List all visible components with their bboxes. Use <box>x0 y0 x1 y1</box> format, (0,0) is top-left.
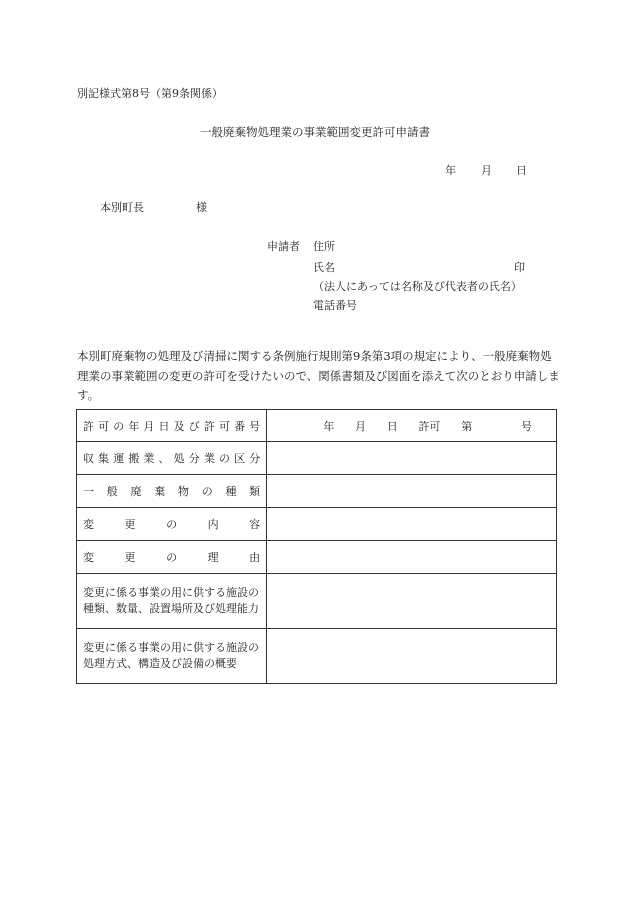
row-label-change-content: 変更の内容 <box>77 508 267 541</box>
document-title: 一般廃棄物処理業の事業範囲変更許可申請書 <box>200 125 430 139</box>
row-value-facility-capacity[interactable] <box>267 574 557 629</box>
row-value-change-reason[interactable] <box>267 541 557 574</box>
permit-go: 号 <box>520 419 532 433</box>
address-label: 住所 <box>313 240 335 253</box>
row-label-facility-structure: 変更に係る事業の用に供する施設の処理方式、構造及び設備の概要 <box>77 629 267 684</box>
row-label-category: 収集運搬業、処分業の区分 <box>77 442 267 475</box>
row-value-permit[interactable] <box>267 410 557 442</box>
row-value-category[interactable] <box>267 442 557 475</box>
permit-year: 年 <box>323 419 335 433</box>
permit-word: 許可 <box>418 419 441 433</box>
addressee-honorific: 様 <box>196 201 207 214</box>
row-label-change-reason: 変更の理由 <box>77 541 267 574</box>
table-row <box>77 508 557 541</box>
applicant-label: 申請者 <box>267 240 300 253</box>
table-row <box>77 410 557 442</box>
date-month-label: 月 <box>481 164 492 177</box>
permit-month: 月 <box>354 419 366 433</box>
row-value-change-content[interactable] <box>267 508 557 541</box>
permit-day: 日 <box>386 419 398 433</box>
addressee-name: 本別町長 <box>100 201 144 214</box>
row-value-waste-type[interactable] <box>267 475 557 508</box>
table-row <box>77 629 557 684</box>
permit-dai: 第 <box>461 419 473 433</box>
table-row <box>77 541 557 574</box>
table-row <box>77 475 557 508</box>
form-number: 別記様式第8号（第9条関係） <box>77 87 223 100</box>
date-year-label: 年 <box>445 164 456 177</box>
row-label-facility-capacity: 変更に係る事業の用に供する施設の種類、数量、設置場所及び処理能力 <box>77 574 267 629</box>
application-statement: 本別町廃棄物の処理及び清掃に関する条例施行規則第9条第3項の規定により、一般廃棄物処理業の事業範囲の変更の許可を受けたいので、関係書類及び図面を添えて次のとおり申請します。 <box>77 349 560 402</box>
phone-label: 電話番号 <box>313 299 357 312</box>
row-value-facility-structure[interactable] <box>267 629 557 684</box>
corporate-note: （法人にあっては名称及び代表者の氏名） <box>313 280 522 293</box>
row-label-waste-type: 一般廃棄物の種類 <box>77 475 267 508</box>
seal-mark: 印 <box>514 261 525 274</box>
table-row <box>77 442 557 475</box>
application-table <box>76 409 557 684</box>
date-day-label: 日 <box>516 164 527 177</box>
table-row <box>77 574 557 629</box>
name-label: 氏名 <box>313 261 335 274</box>
row-label-permit: 許可の年月日及び許可番号 <box>77 410 267 442</box>
